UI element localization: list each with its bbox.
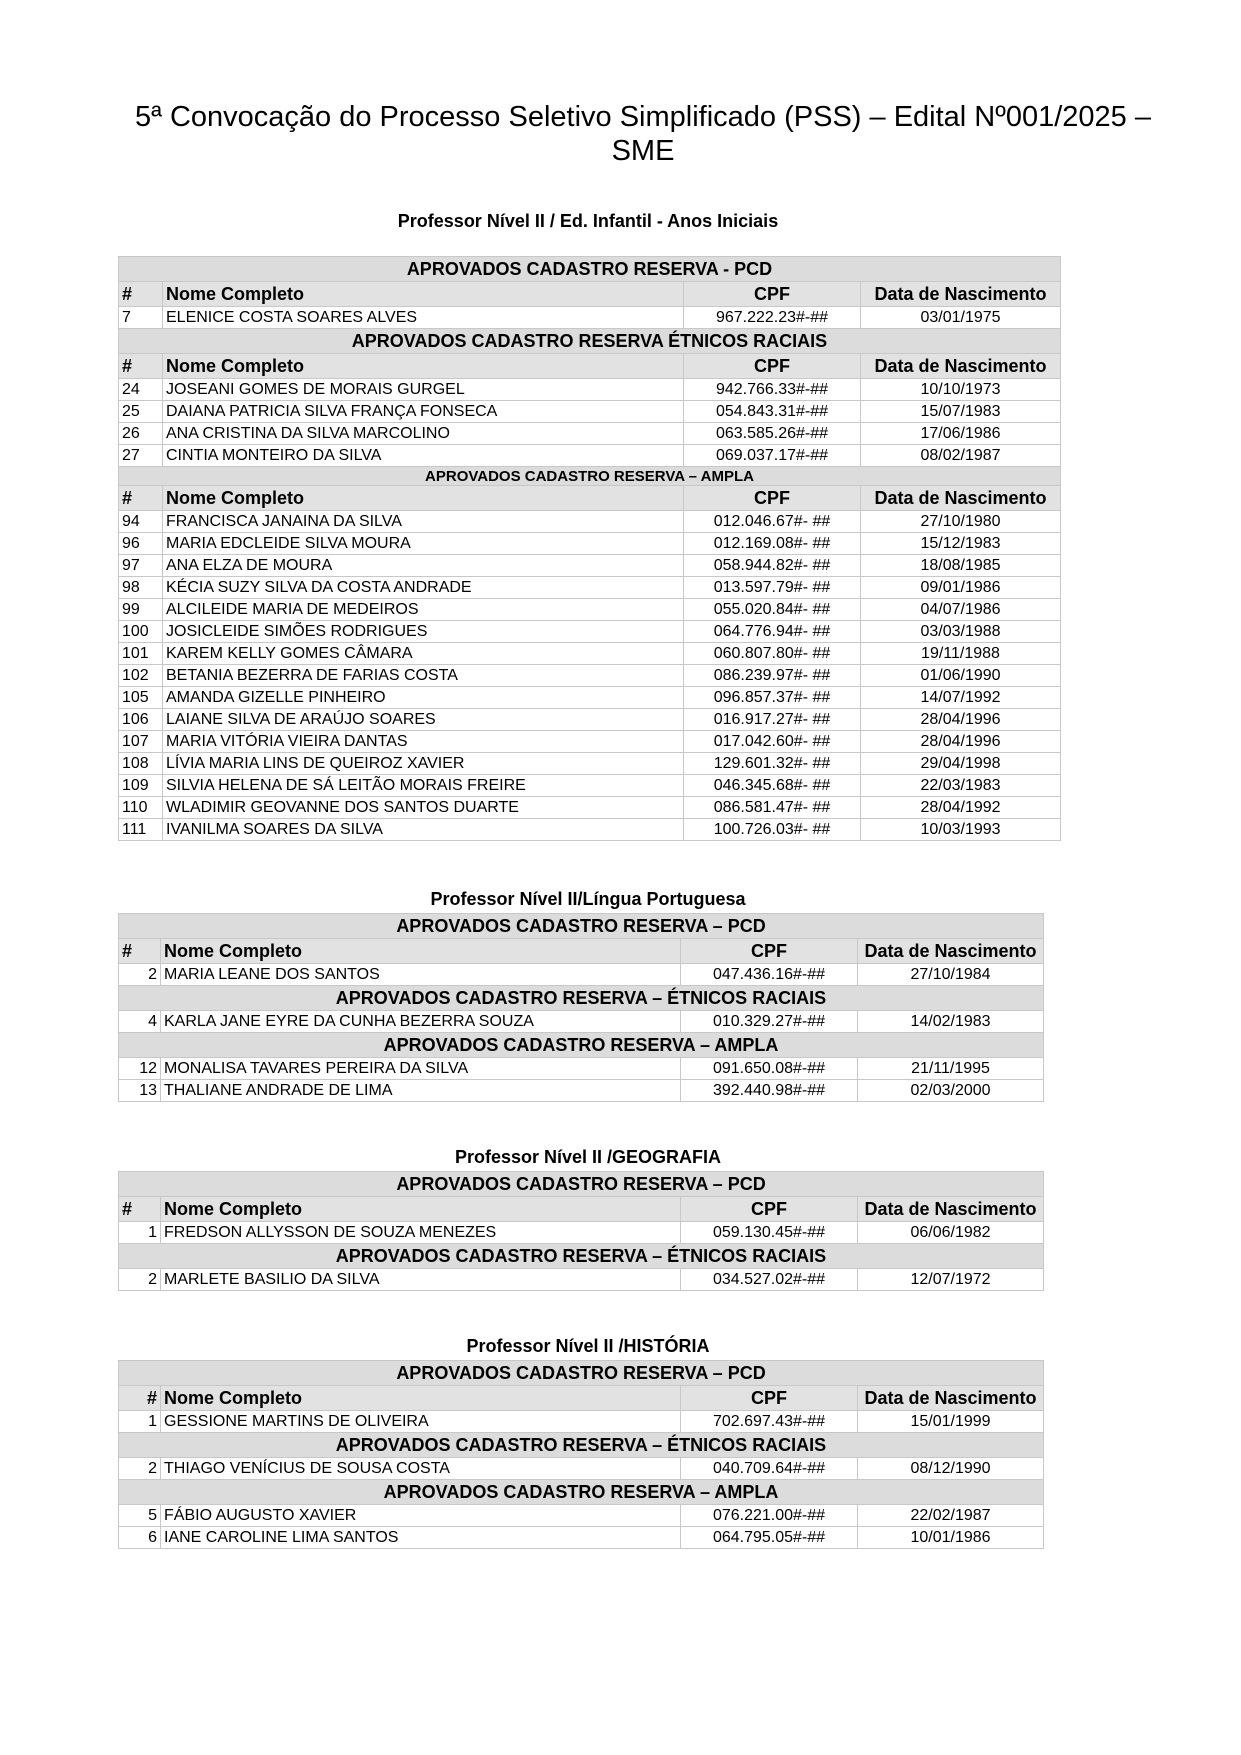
table-row: 2 THIAGO VENÍCIUS DE SOUSA COSTA 040.709.64#-## 08/12/1990 [119,1458,1044,1480]
table-historia [118,1360,1044,1549]
group-header-etnicos: APROVADOS CADASTRO RESERVA – ÉTNICOS RACIAIS [119,1244,1044,1269]
table-row: 13 THALIANE ANDRADE DE LIMA 392.440.98#-## 02/03/2000 [119,1080,1044,1102]
table-row: 107 MARIA VITÓRIA VIEIRA DANTAS 017.042.60#- ## 28/04/1996 [119,731,1061,753]
table-row: 4 KARLA JANE EYRE DA CUNHA BEZERRA SOUZA 010.329.27#-## 14/02/1983 [119,1011,1044,1033]
table-row: 109 SILVIA HELENA DE SÁ LEITÃO MORAIS FREIRE 046.345.68#- ## 22/03/1983 [119,775,1061,797]
table-lingua-portuguesa [118,913,1044,1102]
table-row: 26 ANA CRISTINA DA SILVA MARCOLINO 063.585.26#-## 17/06/1986 [119,423,1061,445]
table-row: 1 GESSIONE MARTINS DE OLIVEIRA 702.697.43#-## 15/01/1999 [119,1411,1044,1433]
col-cpf: CPF [684,282,861,307]
table-row: 98 KÉCIA SUZY SILVA DA COSTA ANDRADE 013.597.79#- ## 09/01/1986 [119,577,1061,599]
table-row: 111 IVANILMA SOARES DA SILVA 100.726.03#- ## 10/03/1993 [119,819,1061,841]
group-header-ampla: APROVADOS CADASTRO RESERVA – AMPLA [119,1480,1044,1505]
table-row: 105 AMANDA GIZELLE PINHEIRO 096.857.37#- ## 14/07/1992 [119,687,1061,709]
table-row: 5 FÁBIO AUGUSTO XAVIER 076.221.00#-## 22/02/1987 [119,1505,1044,1527]
section-title-historia: Professor Nível II /HISTÓRIA [466,1336,710,1356]
document-title: 5ª Convocação do Processo Seletivo Simplificado (PSS) – Edital Nº001/2025 – SME [135,101,1151,167]
group-header-pcd: APROVADOS CADASTRO RESERVA – PCD [119,1361,1044,1386]
table-row: 27 CINTIA MONTEIRO DA SILVA 069.037.17#-## 08/02/1987 [119,445,1061,467]
group-header-etnicos: APROVADOS CADASTRO RESERVA – ÉTNICOS RACIAIS [119,1433,1044,1458]
table-row: 1 FREDSON ALLYSSON DE SOUZA MENEZES 059.130.45#-## 06/06/1982 [119,1222,1044,1244]
table-row: 99 ALCILEIDE MARIA DE MEDEIROS 055.020.84#- ## 04/07/1986 [119,599,1061,621]
table-row: 102 BETANIA BEZERRA DE FARIAS COSTA 086.239.97#- ## 01/06/1990 [119,665,1061,687]
group-header-pcd: APROVADOS CADASTRO RESERVA - PCD [119,257,1061,282]
col-num: # [119,282,163,307]
table-geografia [118,1171,1044,1291]
section-title-geografia: Professor Nível II /GEOGRAFIA [454,1147,722,1167]
section-title-ed-infantil: Professor Nível II / Ed. Infantil - Anos Iniciais [397,211,779,231]
group-header-ampla: APROVADOS CADASTRO RESERVA – AMPLA [119,1033,1044,1058]
table-row: 25 DAIANA PATRICIA SILVA FRANÇA FONSECA 054.843.31#-## 15/07/1983 [119,401,1061,423]
table-row: 110 WLADIMIR GEOVANNE DOS SANTOS DUARTE 086.581.47#- ## 28/04/1992 [119,797,1061,819]
table-row: 2 MARIA LEANE DOS SANTOS 047.436.16#-## 27/10/1984 [119,964,1044,986]
table-ed-infantil [118,256,1061,841]
group-header-etnicos: APROVADOS CADASTRO RESERVA – ÉTNICOS RACIAIS [119,986,1044,1011]
group-header-pcd: APROVADOS CADASTRO RESERVA – PCD [119,1172,1044,1197]
column-header-row: # Nome Completo CPF Data de Nascimento [119,1386,1044,1411]
column-header-row: # Nome Completo CPF Data de Nascimento [119,354,1061,379]
col-name: Nome Completo [163,282,684,307]
section-title-lingua-portuguesa: Professor Nível II/Língua Portuguesa [430,889,746,909]
group-header-etnicos: APROVADOS CADASTRO RESERVA ÉTNICOS RACIAIS [119,329,1061,354]
table-row: 108 LÍVIA MARIA LINS DE QUEIROZ XAVIER 129.601.32#- ## 29/04/1998 [119,753,1061,775]
table-row: 101 KAREM KELLY GOMES CÂMARA 060.807.80#- ## 19/11/1988 [119,643,1061,665]
col-birth: Data de Nascimento [861,282,1061,307]
group-header-pcd: APROVADOS CADASTRO RESERVA – PCD [119,914,1044,939]
table-row: 106 LAIANE SILVA DE ARAÚJO SOARES 016.917.27#- ## 28/04/1996 [119,709,1061,731]
column-header-row [119,282,1061,307]
table-row: 12 MONALISA TAVARES PEREIRA DA SILVA 091.650.08#-## 21/11/1995 [119,1058,1044,1080]
table-row: 6 IANE CAROLINE LIMA SANTOS 064.795.05#-## 10/01/1986 [119,1527,1044,1549]
table-row: 96 MARIA EDCLEIDE SILVA MOURA 012.169.08#- ## 15/12/1983 [119,533,1061,555]
table-row: 7 ELENICE COSTA SOARES ALVES 967.222.23#-## 03/01/1975 [119,307,1061,329]
table-row: 2 MARLETE BASILIO DA SILVA 034.527.02#-## 12/07/1972 [119,1269,1044,1291]
column-header-row: # Nome Completo CPF Data de Nascimento [119,486,1061,511]
group-header-ampla: APROVADOS CADASTRO RESERVA – AMPLA [119,467,1061,486]
column-header-row: # Nome Completo CPF Data de Nascimento [119,1197,1044,1222]
table-row: 94 FRANCISCA JANAINA DA SILVA 012.046.67#- ## 27/10/1980 [119,511,1061,533]
table-row: 100 JOSICLEIDE SIMÕES RODRIGUES 064.776.94#- ## 03/03/1988 [119,621,1061,643]
table-row: 24 JOSEANI GOMES DE MORAIS GURGEL 942.766.33#-## 10/10/1973 [119,379,1061,401]
table-row: 97 ANA ELZA DE MOURA 058.944.82#- ## 18/08/1985 [119,555,1061,577]
column-header-row: # Nome Completo CPF Data de Nascimento [119,939,1044,964]
